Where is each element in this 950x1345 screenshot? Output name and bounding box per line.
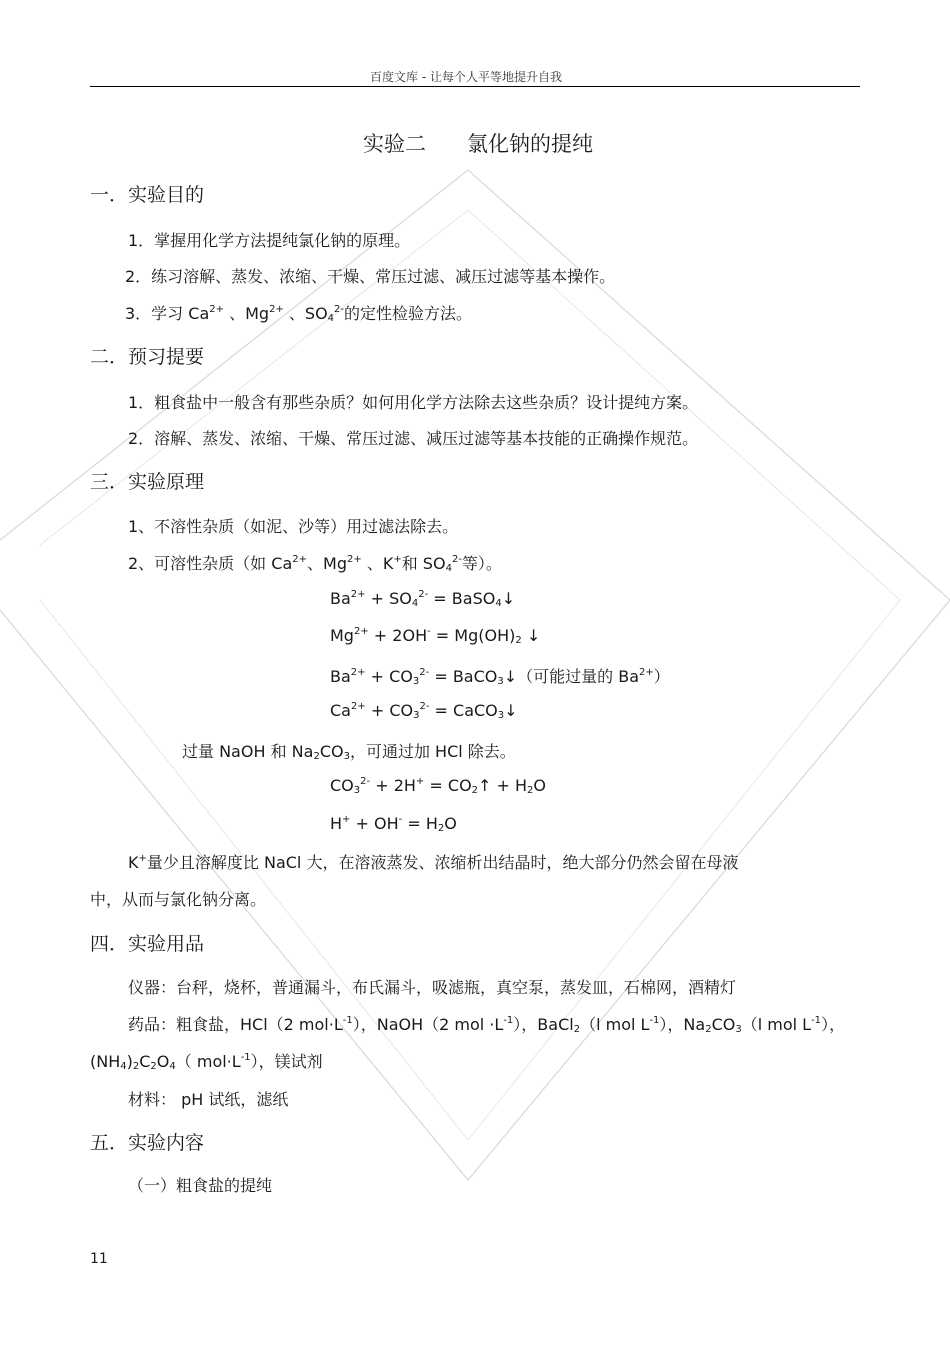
- instruments-list: 仪器：台秤，烧杯，普通漏斗，布氏漏斗，吸滤瓶，真空泵，蒸发皿，石棉网，酒精灯: [128, 978, 737, 997]
- reagents-list-line-2: $(NH_4)_2C_2O_4$（ $mol\cdot L^{-1}$），镁试剂: [90, 1052, 323, 1072]
- equation-barium-carbonate: $Ba^{2+} + CO_3^{2-}$ = BaCO$_3$↓（可能过量的 $Ba^{2+}$）: [330, 667, 670, 687]
- equation-calcium-carbonate: $Ca^{2+} + CO_3^{2-}$ = CaCO$_3$↓: [330, 701, 518, 721]
- page-number: 11: [90, 1251, 108, 1267]
- principle-para-2: 2、可溶性杂质（如 $Ca^{2+}$、$Mg^{2+}$ 、K+和 $SO_4^{2-}$等）。: [128, 554, 502, 574]
- section-heading-objectives: 一．实验目的: [90, 184, 205, 206]
- potassium-note-line-2: 中，从而与氯化钠分离。: [90, 890, 267, 909]
- section-heading-content: 五．实验内容: [90, 1132, 205, 1154]
- page-title-right: 氯化钠的提纯: [467, 132, 593, 156]
- section-heading-principle: 三．实验原理: [90, 471, 205, 493]
- section-heading-preview: 二．预习提要: [90, 346, 205, 368]
- header-text: 百度文库 - 让每个人平等地提升自我: [370, 70, 562, 84]
- equation-neutralization: $H^+ + OH^- = H_2O$: [330, 814, 457, 834]
- principle-para-1: 1、不溶性杂质（如泥、沙等）用过滤法除去。: [128, 517, 459, 536]
- page-title-left: 实验二: [363, 132, 426, 156]
- excess-reagent-note: 过量 NaOH 和 $Na_2CO_3$，可通过加 HCl 除去。: [182, 742, 516, 762]
- reagents-list-line-1: 药品：粗食盐，HCl（2 $mol\cdot L^{-1}$），NaOH（2 mol $\cdot L^{-1}$），BaCl$_2$（l mol $L^{-1}$），$Na_2CO_3(l$ mol $L^{-1}$），: [128, 1015, 846, 1035]
- preview-item-2: 2．溶解、蒸发、浓缩、干燥、常压过滤、减压过滤等基本技能的正确操作规范。: [128, 429, 699, 448]
- objective-item-3: 3．学习 $Ca^{2+}$ 、$Mg^{2+}$ 、$SO_4^{2-}$的定性检验方法。: [125, 304, 473, 324]
- equation-magnesium-hydroxide: $Mg^{2+} + 2OH^- = Mg(OH)_2$ ↓: [330, 626, 541, 646]
- section-heading-materials: 四．实验用品: [90, 933, 205, 955]
- potassium-note-line-1: K+量少且溶解度比 NaCl 大，在溶液蒸发、浓缩析出结晶时，绝大部分仍然会留在母液: [128, 853, 739, 872]
- preview-item-1: 1．粗食盐中一般含有那些杂质？如何用化学方法除去这些杂质？设计提纯方案。: [128, 393, 699, 412]
- header-divider: [90, 86, 860, 87]
- equation-carbonate-acid: $CO_3^{2-} + 2H^+$ = $CO_2↑ + H_2O$: [330, 776, 547, 796]
- objective-item-2: 2．练习溶解、蒸发、浓缩、干燥、常压过滤、减压过滤等基本操作。: [125, 267, 616, 286]
- materials-list: 材料： pH 试纸，滤纸: [128, 1090, 289, 1109]
- objective-item-1: 1．掌握用化学方法提纯氯化钠的原理。: [128, 231, 411, 250]
- equation-barium-sulfate: $Ba^{2+} + SO_4^{2-}$ = BaSO$_4$↓: [330, 589, 516, 609]
- subsection-crude-salt: （一）粗食盐的提纯: [128, 1176, 273, 1195]
